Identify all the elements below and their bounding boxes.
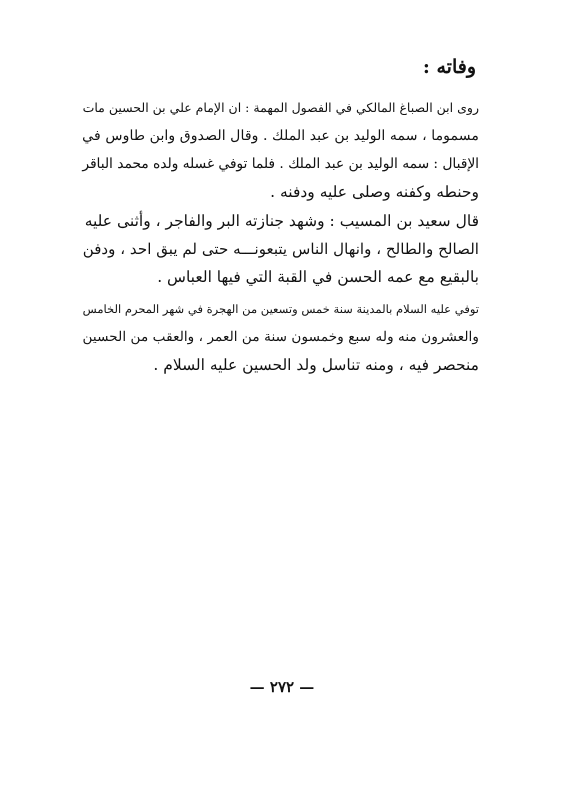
paragraph-line: والعشرون منه وله سبع وخمسون سنة من العمر ، والعقب من الحسين	[82, 329, 479, 345]
paragraph-line: وحنطه وكفنه وصلى عليه ودفنه .	[270, 183, 479, 201]
paragraph-line: مسموما ، سمه الوليد بن عبد الملك . وقال الصدوق وابن طاوس في	[82, 128, 479, 144]
paragraph-date-of-death	[78, 295, 479, 379]
paragraph-line: الإقبال : سمه الوليد بن عبد الملك . فلما توفي غسله ولده محمد الباقر	[82, 156, 479, 172]
paragraph-line: روى ابن الصباغ المالكي في الفصول المهمة : ان الإمام علي بن الحسين مات	[82, 100, 479, 115]
paragraph-death-account	[78, 94, 479, 206]
paragraph-line: بالبقيع مع عمه الحسن في القبة التي فيها العباس .	[157, 268, 479, 286]
section-heading: وفاته :	[422, 56, 476, 78]
page-number: — ٢٧٢ —	[249, 678, 315, 696]
paragraph-funeral	[78, 207, 479, 291]
paragraph-line: قال سعيد بن المسيب : وشهد جنازته البر والفاجر ، وأثنى عليه	[84, 212, 479, 230]
paragraph-line: الصالح والطالح ، وانهال الناس يتبعونـــه حتى لم يبق احد ، ودفن	[82, 240, 479, 258]
paragraph-line: منحصر فيه ، ومنه تناسل ولد الحسين عليه السلام .	[153, 356, 479, 374]
paragraph-line: توفي عليه السلام بالمدينة سنة خمس وتسعين من الهجرة في شهر المحرم الخامس	[82, 302, 479, 316]
